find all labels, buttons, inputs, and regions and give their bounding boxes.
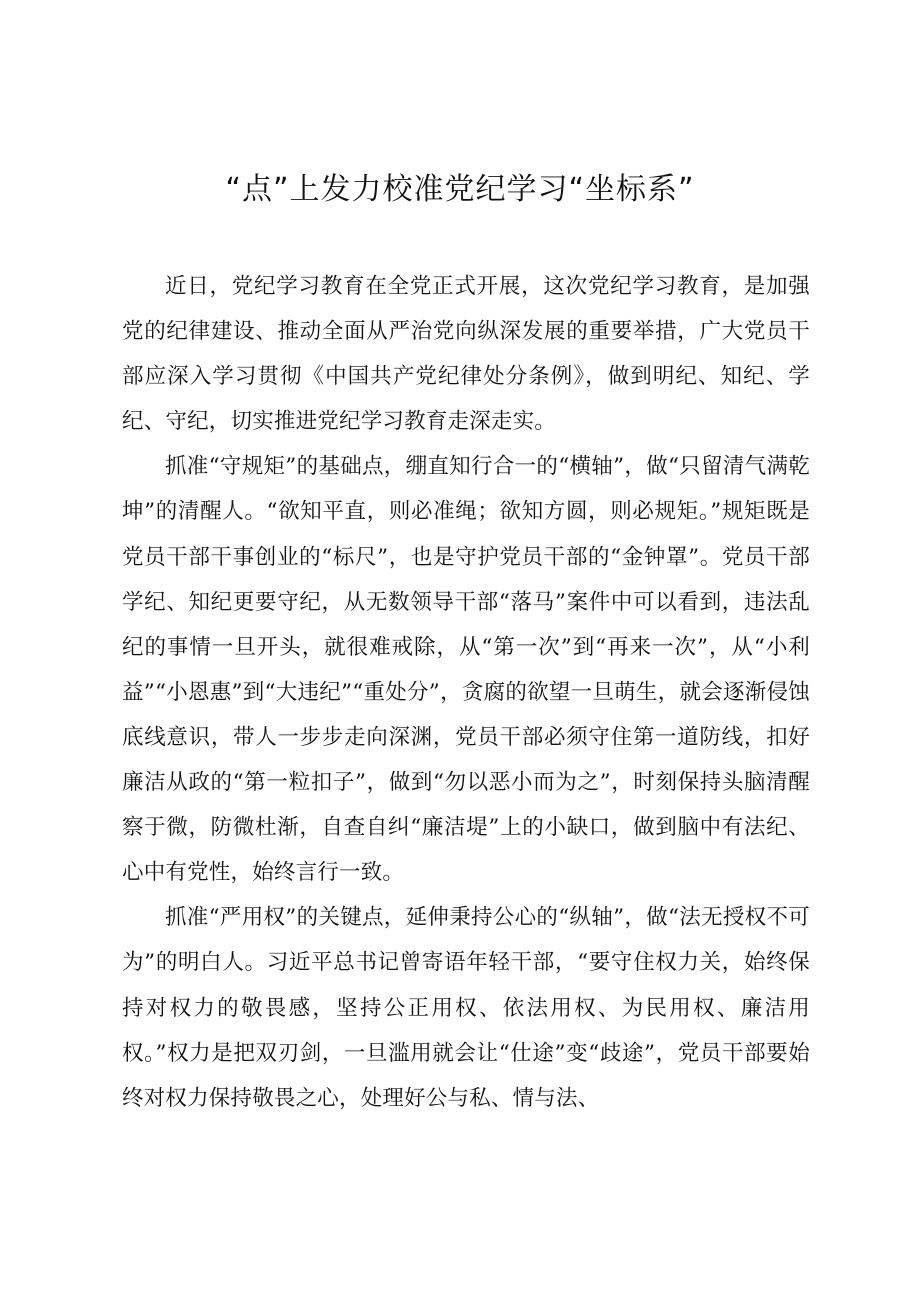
paragraph-power: 抓准“严用权”的关键点，延伸秉持公心的“纵轴”，做“法无授权不可为”的明白人。习近平总书记曾寄语年轻干部，“要守住权力关，始终保持对权力的敬畏感，坚持公正用权、依法用权、为民用权、廉洁用权。”权力是把双刃剑，一旦滥用就会让“仕途”变“歧途”，党员干部要始终对权力保持敬畏之心，处理好公与私、情与法、 — [122, 905, 810, 1111]
paragraph-intro: 近日，党纪学习教育在全党正式开展，这次党纪学习教育，是加强党的纪律建设、推动全面从严治党向纵深发展的重要举措，广大党员干部应深入学习贯彻《中国共产党纪律处分条例》，做到明纪、知纪、学纪、守纪，切实推进党纪学习教育走深走实。 — [122, 274, 810, 435]
paragraph-rules: 抓准“守规矩”的基础点，绷直知行合一的“横轴”，做“只留清气满乾坤”的清醒人。“欲知平直，则必准绳；欲知方圆，则必规矩。”规矩既是党员干部干事创业的“标尺”，也是守护党员干部的“金钟罩”。党员干部学纪、知纪更要守纪，从无数领导干部“落马”案件中可以看到，违法乱纪的事情一旦开头，就很难戒除，从“第一次”到“再来一次”，从“小利益”“小恩惠”到“大违纪”“重处分”，贪腐的欲望一旦萌生，就会逐渐侵蚀底线意识，带人一步步走向深渊，党员干部必须守住第一道防线，扣好廉洁从政的“第一粒扣子”，做到“勿以恶小而为之”，时刻保持头脑清醒察于微，防微杜渐，自查自纠“廉洁堤”上的小缺口，做到脑中有法纪、心中有党性，始终言行一致。 — [122, 454, 810, 886]
document-title: “点”上发力校准党纪学习“坐标系” — [225, 172, 695, 207]
document-body — [122, 264, 810, 1121]
